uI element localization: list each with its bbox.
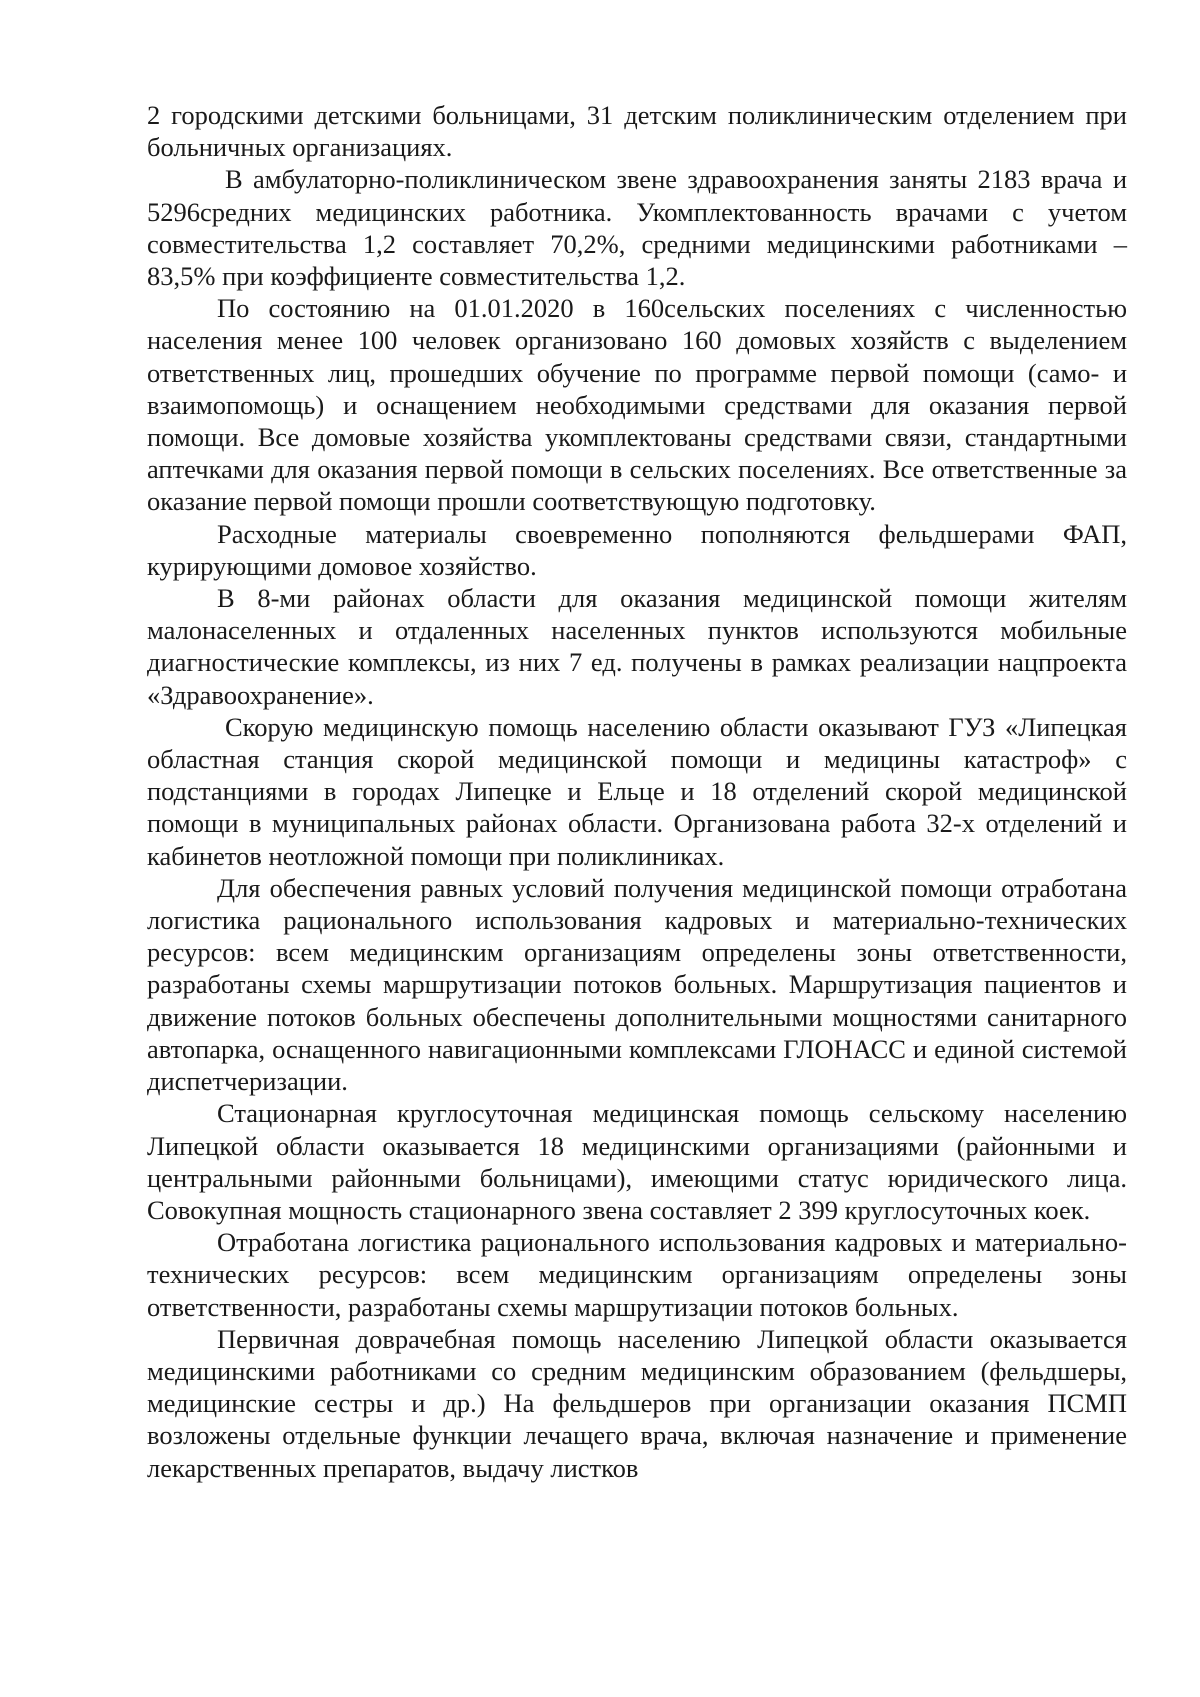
document-body [147,99,1127,1484]
paragraph-8: Стационарная круглосуточная медицинская помощь сельскому населению Липецкой области оказывается 18 медицинскими организациями (районными и центральными районными больницами), имеющими статус юридического лица. Совокупная мощность стационарного звена составляет 2 399 круглосуточных коек. [147,1098,1127,1225]
paragraph-7: Для обеспечения равных условий получения медицинской помощи отработана логистика рационального использования кадровых и материально-технических ресурсов: всем медицинским организациям определены зоны ответственности, разработаны схемы маршрутизации потоков больных. Маршрутизация пациентов и движение потоков больных обеспечены дополнительными мощностями санитарного автопарка, оснащенного навигационными комплексами ГЛОНАСС и единой системой диспетчеризации. [147,872,1127,1097]
paragraph-2: В амбулаторно-поликлиническом звене здравоохранения заняты 2183 врача и 5296средних медицинских работника. Укомплектованность врачами с учетом совместительства 1,2 составляет 70,2%, средними медицинскими работниками – 83,5% при коэффициенте совместительства 1,2. [147,164,1127,292]
paragraph-6: Скорую медицинскую помощь населению области оказывают ГУЗ «Липецкая областная станция скорой медицинской помощи и медицины катастроф» с подстанциями в городах Липецке и Ельце и 18 отделений скорой медицинской помощи в муниципальных районах области. Организована работа 32-х отделений и кабинетов неотложной помощи при поликлиниках. [147,711,1127,871]
paragraph-4: Расходные материалы своевременно пополняются фельдшерами ФАП, курирующими домовое хозяйство. [147,518,1127,581]
paragraph-5: В 8-ми районах области для оказания медицинской помощи жителям малонаселенных и отдаленных населенных пунктов используются мобильные диагностические комплексы, из них 7 ед. получены в рамках реализации нацпроекта «Здравоохранение». [147,583,1127,710]
paragraph-3: По состоянию на 01.01.2020 в 160сельских поселениях с численностью населения менее 100 человек организовано 160 домовых хозяйств с выделением ответственных лиц, прошедших обучение по программе первой помощи (само- и взаимопомощь) и оснащением необходимыми средствами для оказания первой помощи. Все домовые хозяйства укомплектованы средствами связи, стандартными аптечками для оказания первой помощи в сельских поселениях. Все ответственные за оказание первой помощи прошли соответствующую подготовку. [147,293,1127,517]
paragraph-9: Отработана логистика рационального использования кадровых и материально-технических ресурсов: всем медицинским организациям определены зоны ответственности, разработаны схемы маршрутизации потоков больных. [147,1227,1127,1322]
paragraph-1: 2 городскими детскими больницами, 31 детским поликлиническим отделением при больничных организациях. [147,100,1127,163]
paragraph-10: Первичная доврачебная помощь населению Липецкой области оказывается медицинскими работниками со средним медицинским образованием (фельдшеры, медицинские сестры и др.) На фельдшеров при организации оказания ПСМП возложены отдельные функции лечащего врача, включая назначение и применение лекарственных препаратов, выдачу листков [147,1323,1127,1483]
